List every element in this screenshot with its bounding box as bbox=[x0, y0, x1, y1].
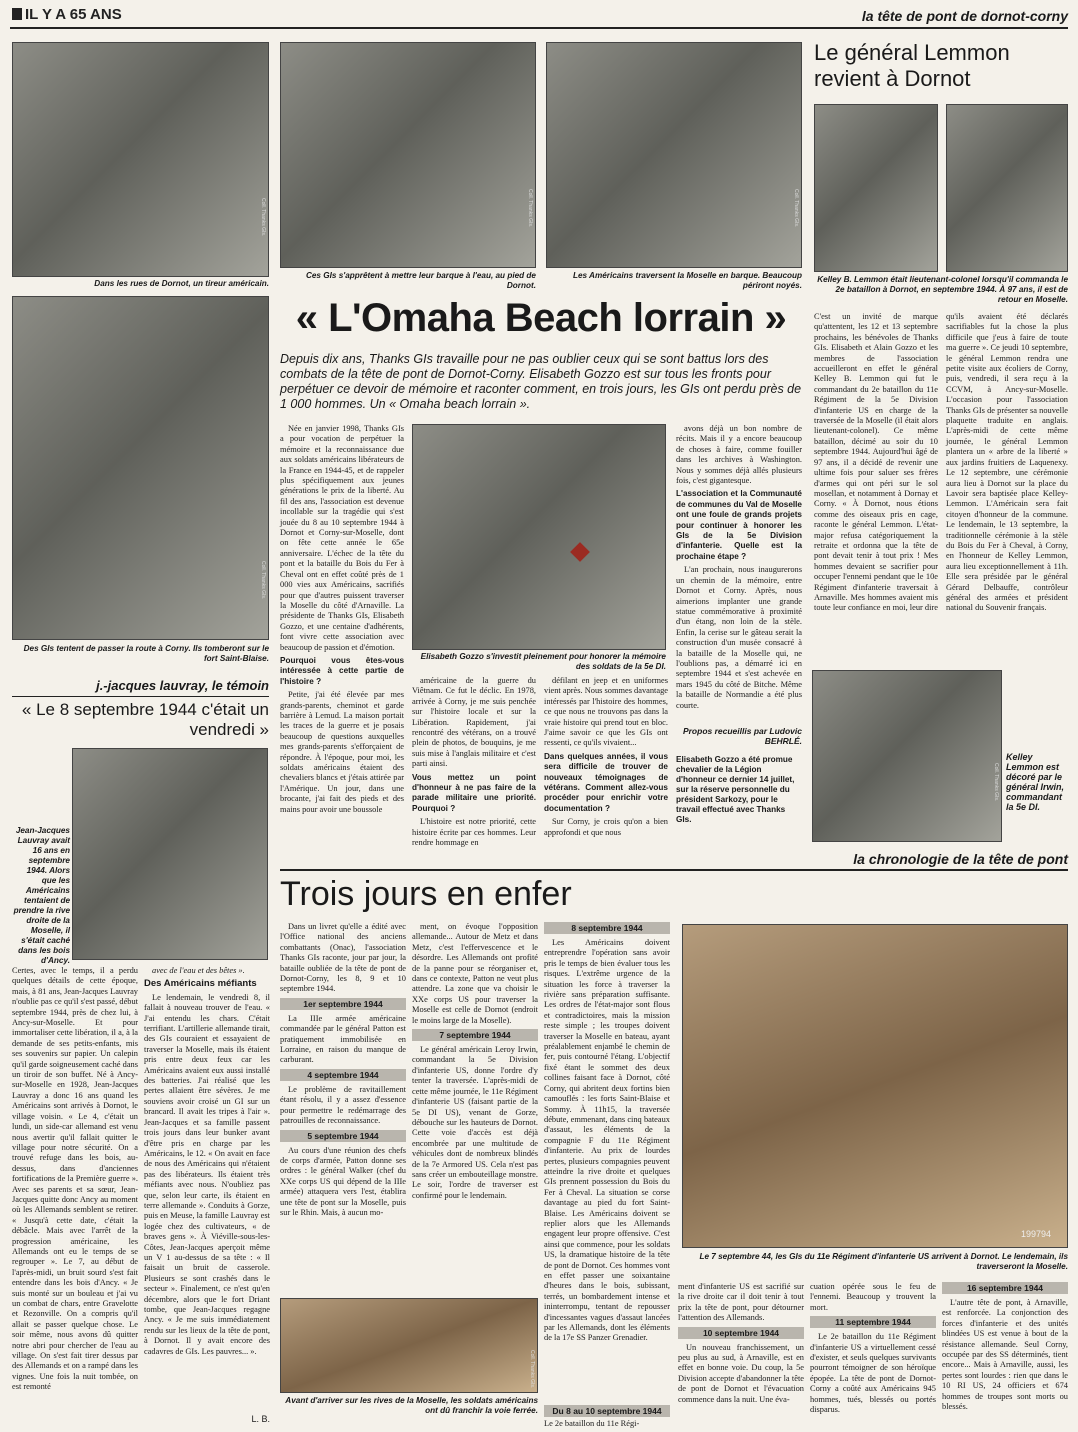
omaha-col2b-text: L'histoire est notre priorité, cette histoire écrite par ces hommes. Leur rendre hommage en bbox=[412, 817, 536, 848]
date-bar-1: 1er septembre 1944 bbox=[280, 998, 406, 1010]
chrono-text-3: Au cours d'une réunion des chefs de corps d'armée, Patton donne ses ordres : le général Walker (chef du XXe corps US qui dépend de la IIIe armée) attaquera vers l'est, établira une tête de pont sur la Moselle, puis sur le Rhin. Mais, à aucun mo- bbox=[280, 1145, 406, 1217]
photo-credit: Coll. Thanks GIs. bbox=[260, 560, 266, 599]
header-rule bbox=[10, 27, 1068, 29]
temoin-title: « Le 8 septembre 1944 c'était un vendredi » bbox=[21, 700, 269, 739]
omaha-headline: « L'Omaha Beach lorrain » bbox=[295, 296, 787, 340]
temoin-signature: L. B. bbox=[251, 1414, 270, 1424]
caption-lemmon: Kelley B. Lemmon était lieutenant-colonel lorsqu'il commanda le 2e bataillon à Dornot, en septembre 1944. À 97 ans, il est de retour en Moselle. bbox=[817, 275, 1068, 304]
chrono-headline: Trois jours en enfer bbox=[280, 875, 572, 913]
chrono-text-1: La IIIe armée américaine commandée par le général Patton est pratiquement immobilisée en Lorraine, en raison du manque de carburant. bbox=[280, 1013, 406, 1065]
omaha-col3-text: avons déjà un bon nombre de récits. Mais il y a encore beaucoup de choses à faire, comme fouiller dans les archives à Washington. Nous y sommes déjà allés plusieurs fois, c'est gigantesque. bbox=[676, 424, 802, 486]
omaha-col3 bbox=[676, 424, 802, 710]
caption-boat-crossing: Les Américains traversent la Moselle en barque. Beaucoup périront noyés. bbox=[572, 271, 802, 290]
omaha-col2 bbox=[412, 676, 536, 864]
chrono-text-6b: ment d'infanterie US est sacrifié sur la rive droite car il doit tenir à tout prix la tête de pont, pour détourner l'attention des Allemands. bbox=[678, 1282, 804, 1323]
omaha-col1b-text: Petite, j'ai été élevée par mes grands-parents, cheminot et garde barrière à Lemud. La maison portait les traces de la guerre et je posais beaucoup de questions auxquelles mes grands-parents s'efforçaient de répondre. À l'époque, pour moi, les soldats américains étaient des chevaliers blancs et j'étais attirée par l'Amérique. Un jour, dans une brocante, j'ai fait des pieds et des mains pour avoir une boussole bbox=[280, 690, 404, 814]
chrono-text-4: Le général américain Leroy Irwin, commandant la 5e Division d'infanterie US, donne l'ordre d'y tenter la traversée. L'après-midi de cette même journée, le 11e Régiment d'infanterie US (faisant partie de la 5e DI US), venant de Gorze, débouche sur les hauteurs de Dornot. Cette voie d'accès est déjà encombrée par une multitude de véhicules dont de nombreux blindés de la 7e Armored US. Cela n'est pas sans créer un embouteillage monstre. Le soir, l'ordre de traverser est confirmé pour le lendemain. bbox=[412, 1045, 538, 1200]
caption-boat-carry: Ces GIs s'apprêtent à mettre leur barque à l'eau, au pied de Dornot. bbox=[305, 271, 536, 290]
omaha-q3: L'association et la Communauté de communes du Val de Moselle ont une foule de grands projets pour continuer à honorer les GIs de la 5e Division d'infanterie. Quelle est la prochaine étape ? bbox=[676, 489, 802, 561]
temoin-col2a-text: avec de l'eau et des bêtes ». bbox=[152, 966, 245, 975]
chrono-text-7: Un nouveau franchissement, un peu plus au sud, à Arnaville, est en effet en bonne voie. Du coup, la 5e Division accepte d'abandonner la tête de pont de Dornot et l'évacuation commence dans la nuit. Une éva- bbox=[678, 1342, 804, 1404]
date-bar-7: 10 septembre 1944 bbox=[678, 1327, 804, 1339]
lemmon-col1: C'est un invité de marque qu'attentent, les 12 et 13 septembre prochains, les bénévoles de Thanks GIs. Elisabeth et Alain Gozzo et les membres de l'association accueilleront en effet le général Kelley B. Lemmon qui fut le commandant du 2e bataillon du 11e Régiment de la 5e Division d'infanterie US en charge de la traversée de la Moselle (il était alors lieutenant-colonel). Ce même bataillon, décimé au soir du 10 septembre 1944. Aujourd'hui âgé de 97 ans, il a décidé de revenir une ultime fois pour saluer ses frères d'armes qui ont péri sur le sol mosellan, et notamment à Dornay et Corny. « À Dornot, nous étions comme des oiseaux pris en cage, raconte le général Lemmon. L'état-major refusa catégoriquement la retraite et ordonna que la tête de pont devait tenir à tout prix ! Mes hommes devaient se sacrifier pour occuper l'ennemi pendant que le 10e Régiment d'infanterie traversait à Arnaville. Mes hommes avaient mis toute leur confiance en moi, leur dire bbox=[814, 312, 938, 613]
caption-sniper: Dans les rues de Dornot, un tireur américain. bbox=[94, 279, 269, 288]
header-topic: la tête de pont de dornot-corny bbox=[861, 8, 1068, 24]
chrono-text-6: Le 2e bataillon du 11e Régi- bbox=[544, 1419, 640, 1428]
photo-tanks-dornot bbox=[682, 924, 1068, 1248]
chrono-text-2: Le problème de ravitaillement étant résolu, il y a assez d'essence pour permettre le redémarrage des patrouilles de reconnaissance. bbox=[280, 1084, 406, 1126]
header-section-label bbox=[12, 6, 212, 24]
omaha-col1-text: Née en janvier 1998, Thanks GIs a pour vocation de perpétuer la mémoire et la reconnaissance due aux soldats américains libérateurs de la France en 1944-45, et de rappeler plus spécifiquement aux jeunes générations le prix de la liberté. Au fil des ans, l'association est devenue incollable sur la tragédie qui s'est jouée du 8 au 10 septembre 1944 à Dornot et Corny-sur-Moselle, dont on fête cette année le 65e anniversaire. L'échec de la tête du pont et la bataille du Bois du Fer à Cheval ont en effet coûté près de 1 000 vies aux Américains, sacrifiés pour que d'autres puissent traverser la Moselle du côté d'Arnaville. La présidente de Thanks GIs, Elisabeth Gozzo, et une centaine d'adhérents, font vivre cette association avec beaucoup de passion et d'émotion. bbox=[280, 424, 404, 652]
caption-lauvray: Jean-Jacques Lauvray avait 16 ans en septembre 1944. Alors que les Américains tentaient de prendre la rive droite de la Moselle, il s'était caché dans les bois d'Ancy. bbox=[13, 826, 70, 965]
chrono-col2 bbox=[412, 922, 538, 1292]
date-bar-9: 16 septembre 1944 bbox=[942, 1282, 1068, 1294]
chrono-text-5: Les Américains doivent entreprendre l'opération sans avoir pris le temps de bien évaluer tous les risques. L'extrême urgence de la situation les force à traverser la rivière sans préparation suffisante. Les ordres de l'état-major sont flous et contradictoires, mais la mission reste simple ; les troupes doivent traverser la Moselle en bateau, ayant préalablement enjambé le chemin de fer, puis contourné l'étang. L'objectif fixé étant le sommet des deux collines faisant face à Dornot, côté Corny, qui abritent deux fortins bien camouflés : les forts Saint-Blaise et Sommy. À 11h15, la traversée débute, emmenant, dans cinq bateaux d'assaut, les éléments de la compagnie F du 11e Régiment d'infanterie. Au prix de lourdes pertes, plusieurs compagnies peuvent atteindre la rive droite et quelques GIs prennent possession du Bois du Fer à Cheval. La situation se corse davantage au pied du fort Saint-Blaise. Les Américains doivent se replier alors que les Allemands engagent leur propre offensive. C'est ainsi que commence, pour les soldats US, la dramatique histoire de la tête de pont de Dornot. Ces hommes vont en effet passer une soixantaine d'heures dans le bois, subissant, terrés, un bombardement intense et ininterrompu, tentant de repousser d'incessantes vagues d'assaut lancées par les Allemands, dont les éléments de la 17e SS Panzer Grenadier. bbox=[544, 938, 670, 1343]
temoin-subhead: Des Américains méfiants bbox=[144, 978, 257, 990]
photo-lauvray bbox=[72, 748, 268, 960]
section-square-icon bbox=[12, 8, 22, 20]
date-bar-5: 8 septembre 1944 bbox=[544, 922, 670, 934]
photo-gozzo bbox=[412, 424, 666, 650]
omaha-q2: Vous mettez un point d'honneur à ne pas faire de la parade militaire une priorité. Pourquoi ? bbox=[412, 772, 536, 813]
chrono-col3 bbox=[544, 922, 670, 1404]
omaha-q4: Dans quelques années, il vous sera difficile de trouver de nouveaux témoignages de vétérans. Comment allez-vous procéder pour enrichir votre documentation ? bbox=[544, 751, 668, 813]
temoin-rule bbox=[12, 696, 269, 697]
omaha-legion-box: Elisabeth Gozzo a été promue chevalier de la Légion d'honneur ce dernier 14 juillet, sur la réserve personnelle du président Sarkozy, pour le travail effectué avec Thanks GIs. bbox=[676, 755, 795, 824]
photo-credit: Coll. Thanks GIs. bbox=[260, 197, 266, 236]
stele-diamond-icon bbox=[570, 542, 590, 562]
chrono-col6 bbox=[942, 1282, 1068, 1430]
photo-boat-crossing bbox=[546, 42, 802, 268]
chrono-col2-text: ment, on évoque l'opposition allemande... Autour de Metz et dans Metz, c'est l'effervescence et le désordre. Les Allemands ont profité de la panne pour se réorganiser et, dans ce contexte, Patton ne veut plus attendre. La zone que va choisir le XXe corps US pour traverser la Moselle est celle de Dornot (endroit le moins large de la Moselle). bbox=[412, 922, 538, 1025]
chrono-col5 bbox=[810, 1282, 936, 1430]
photo-sniper bbox=[12, 42, 269, 277]
chrono-text-7b: cuation opérée sous le feu de l'ennemi. Beaucoup y trouvent la mort. bbox=[810, 1282, 936, 1312]
omaha-col4-text: défilant en jeep et en uniformes vient après. Nous sommes davantage intéressés par l'histoire des hommes, ce que nous ne trouvons pas dans la vraie histoire qui prend tout en bloc. J'aime savoir ce que les GIs ont ressenti, ce qu'ils vivaient... bbox=[544, 676, 668, 748]
caption-tanks-dornot: Le 7 septembre 44, les GIs du 11e Régiment d'infanterie US arrivent à Dornot. Le lendemain, ils traverseront la Moselle. bbox=[699, 1252, 1068, 1271]
photo-lemmon-young bbox=[814, 104, 938, 272]
photo-boat-carry bbox=[280, 42, 536, 268]
chrono-col1 bbox=[280, 922, 406, 1292]
chrono-text-8: Le 2e bataillon du 11e Régiment d'infanterie US a virtuellement cessé d'exister, et seuls quelques survivants pourront témoigner de son héroïque épopée. La tête de pont de Dornot-Corny a coûté aux Américains 945 hommes, tués, blessés ou portés disparus. bbox=[810, 1332, 936, 1415]
lemmon-title: Le général Lemmon revient à Dornot bbox=[814, 40, 1010, 91]
date-bar-3: 5 septembre 1944 bbox=[280, 1130, 406, 1142]
photo-stamp: 199794 bbox=[1020, 1229, 1051, 1239]
caption-railway: Avant d'arriver sur les rives de la Moselle, les soldats américains ont dû franchir la voie ferrée. bbox=[285, 1396, 538, 1415]
caption-lemmon-decorated: Kelley Lemmon est décoré par le général Irwin, commandant la 5e DI. bbox=[1006, 752, 1065, 812]
photo-road-corny bbox=[12, 296, 269, 640]
omaha-col3b-text: L'an prochain, nous inaugurerons un chemin de la mémoire, entre Dornot et Corny. Après, nous aimerions implanter une grande statue commémorative à proximité d'un étang, non loin de la stèle. Enfin, la cerise sur le gâteau serait la construction d'un musée consacré à la bataille de la Moselle qui, ne l'oublions pas, a démarré ici en septembre 1944 et s'est achevée en mars 1945 du côté de Bitche. Même la bataille de Normandie a été plus courte. bbox=[676, 565, 802, 710]
omaha-col1 bbox=[280, 424, 404, 864]
omaha-col4b-text: Sur Corny, je crois qu'on a bien approfondi et que nous bbox=[544, 817, 668, 837]
photo-credit: Coll. Thanks GIs. bbox=[993, 762, 999, 801]
date-bar-4: 7 septembre 1944 bbox=[412, 1029, 538, 1041]
omaha-col4 bbox=[544, 676, 668, 864]
caption-gozzo: Elisabeth Gozzo s'investit pleinement pour honorer la mémoire des soldats de la 5e DI. bbox=[420, 652, 666, 671]
caption-road-corny: Des GIs tentent de passer la route à Corny. Ils tomberont sur le fort Saint-Blaise. bbox=[23, 644, 269, 663]
omaha-chapo: Depuis dix ans, Thanks GIs travaille pour ne pas oublier ceux qui se sont battus lors des combats de la tête de pont de Dornot-Corny. Elisabeth Gozzo est sur tous les fronts pour perpétuer ce devoir de mémoire et raconter comment, en trois jours, les GIs ont perdu près de 1 000 hommes. Un « Omaha beach lorrain ». bbox=[280, 352, 802, 411]
date-bar-8: 11 septembre 1944 bbox=[810, 1316, 936, 1328]
chrono-text-9: L'autre tête de pont, à Arnaville, est renforcée. La conjonction des forces d'infanterie et des unités blindées US est venue à bout de la résistance allemande. Seul Corny, occupée par des SS déterminés, tient encore... Mais à Arnaville, aussi, les pertes sont lourdes : rien que dans le 10 RI US, 24 officiers et 674 hommes de troupes sont morts ou blessés. bbox=[942, 1298, 1068, 1412]
photo-credit: Coll. Thanks GIs. bbox=[529, 1349, 535, 1388]
date-bar-2: 4 septembre 1944 bbox=[280, 1069, 406, 1081]
photo-lemmon-decorated bbox=[812, 670, 1002, 842]
omaha-col2-text: américaine de la guerre du Viêtnam. Ce fut le déclic. En 1978, arrivée à Corny, je me suis penchée sur l'histoire locale et sur la Libération. Rapidement, j'ai rencontré des vétérans, on a trouvé plein de photos, de bouquins, je me suis mise à l'anglais militaire et c'est parti ainsi. bbox=[412, 676, 536, 769]
omaha-q1: Pourquoi vous êtes-vous intéressée à cette partie de l'histoire ? bbox=[280, 655, 404, 686]
temoin-col1: Certes, avec le temps, il a perdu quelques détails de cette époque, mais, à 81 ans, Jean-Jacques Lauvray n'oublie pas ce qu'il s'est passé, début septembre 1944, près de chez lui, à Ancy-sur-Moselle. Et pour immortaliser cette libération, il a, à la demande de ses petits-enfants, mis ses souvenirs sur papier. Un calepin qu'il garde soigneusement caché dans un tiroir de son buffet. Né à Ancy-sur-Moselle en 1928, Jean-Jacques Lauvray a donc 16 ans quand les Américains sont arrivés à Dornot, le village voisin. « Le 4, c'était un lundi, un side-car allemand est venu nous avertir qu'il fallait quitter le village pour notre sécurité. On a trouvé refuge dans les bois, au-dessus, dans d'anciennes fortifications de la Première guerre ». Avec ses parents et sa sœur, Jean-Jacques quitte donc Ancy au moment où les Allemands semblent se retirer. « Jusqu'à cette date, c'était la débâcle. Mais avec l'arrêt de la progression américaine, les Allemands ont eu le temps de se regrouper ». Le 7, au début de l'après-midi, un bruit sourd s'est fait entendre dans les bois d'Ancy. « Je suis monté sur un bouleau et j'ai vu un combat de chars, entre Gravelotte et Rezonville. On a compris qu'il allait se passer quelque chose. Le soir même, nous avons dû quitter notre abri pour chercher de l'eau au village. On s'est fait tirer dessus par des Allemands et on a rampé dans les vignes. Une fois la nuit tombée, on est remonté bbox=[12, 966, 138, 1392]
chrono-rule bbox=[280, 869, 1068, 871]
temoin-kicker: j.-jacques lauvray, le témoin bbox=[96, 678, 269, 693]
photo-lemmon-old bbox=[946, 104, 1068, 272]
chrono-intro: Dans un livret qu'elle a édité avec l'Office national des anciens combattants (Onac), l'association Thanks GIs raconte, jour par jour, la bataille oubliée de la tête de pont de Dornot-Corny, les 8, 9 et 10 septembre 1944. bbox=[280, 922, 406, 994]
photo-credit: Coll. Thanks GIs. bbox=[527, 188, 533, 227]
chrono-col4 bbox=[678, 1282, 804, 1430]
section-title: IL Y A 65 ANS bbox=[25, 6, 122, 23]
omaha-signature: Propos recueillis par Ludovic BEHRLÉ. bbox=[682, 726, 802, 746]
temoin-col2b-text: Le lendemain, le vendredi 8, il fallait à nouveau trouver de l'eau. « J'ai entendu les chars. C'était terrifiant. L'artillerie allemande tirait, des GIs couraient et essayaient de traverser la Moselle, mais ils étaient pris entre deux feux car les Américains avaient eux aussi installé des batteries. J'ai réalisé que les pertes allaient être sévères. Je me souviens avoir croisé un GI sur un brancard. Il avait les tripes à l'air ». Jean-Jacques et sa famille passent trois jours dans leur bunker avant d'être pris en charge par les Américains, le 12. « On avait en face de nous des Américains qui n'étaient pas des libérateurs. Ils étaient très méfiants avec nous. N'oubliez pas que, selon leur carte, ils étaient en terre allemande ». Conduits à Gorze, puis en Meuse, la famille Lauvray est logée chez des cultivateurs, « de braves gens ». À Viéville-sous-les-Côtes, Jean-Jacques aperçoit même un V 1 au-dessus de sa tête : « Il faisait un bruit de casserole. Plusieurs se sont crashés dans le secteur ». Finalement, ce n'est qu'en décembre, alors que le fort Driant tombe, que Jean-Jacques regagne Ancy. « Je me suis immédiatement rendu sur les lieux de la tête de pont, à Dornot. Il y avait encore des cadavres de GIs. Les pauvres... ». bbox=[144, 992, 270, 1356]
photo-credit: Coll. Thanks GIs. bbox=[793, 188, 799, 227]
photo-railway bbox=[280, 1298, 538, 1393]
lemmon-col2: qu'ils avaient été déclarés sacrifiables fut la chose la plus difficile que j'eus à faire de toute ma guerre ». Ce jeudi 10 septembre, le général Lemmon rendra une petite visite aux écoliers de Corny, puis, vendredi, il sera reçu à la CCVM, à Ancy-sur-Moselle. L'occasion pour l'association Thanks GIs de présenter sa nouvelle plaquette traduite en anglais. L'après-midi de cette même journée, le général Lemmon plantera un « arbre de la liberté » aux jardins fruitiers de Laquenexy. Le 12 septembre, une cérémonie aura lieu à Dornot sur la place du Lavoir sera baptisée place Kelley-Lemmon. L'Américain sera fait citoyen d'honneur de la commune. Le lendemain, le 13 septembre, la traditionnelle cérémonie à la stèle du Bois du Fer à Cheval, à Corny, en l'honneur de Kelley Lemmon, aura lieu exceptionnellement à 11h. Elle sera présidée par le général Gérard Delbauffe, contrôleur général des armées et président national du Souvenir français. bbox=[946, 312, 1068, 613]
chrono-kicker: la chronologie de la tête de pont bbox=[853, 851, 1068, 867]
date-bar-6: Du 8 au 10 septembre 1944 bbox=[544, 1405, 670, 1417]
temoin-col2 bbox=[144, 966, 270, 1414]
